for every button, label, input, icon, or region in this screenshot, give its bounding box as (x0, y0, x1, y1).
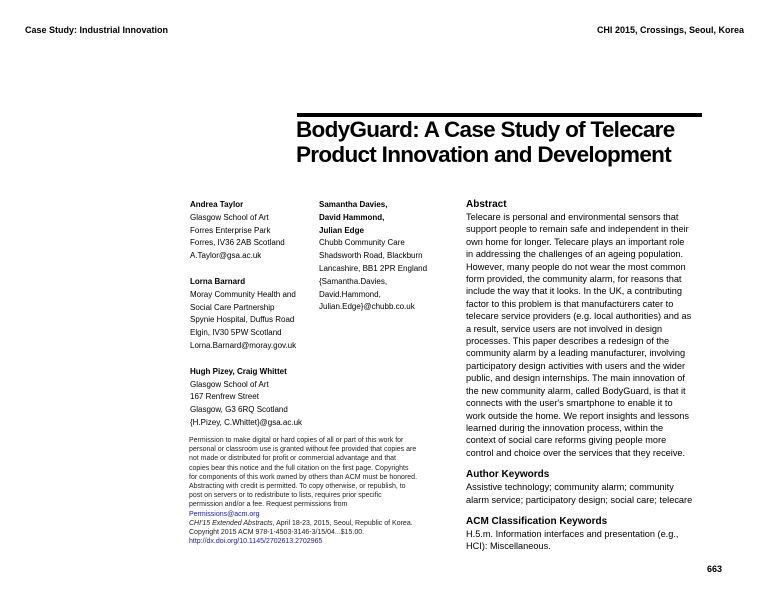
permissions-email-link[interactable]: Permissions@acm.org (189, 510, 260, 518)
author-email: Julian.Edge}@chubb.co.uk (319, 302, 415, 312)
page-number: 663 (706, 564, 722, 574)
author-email: A.Taylor@gsa.ac.uk (190, 251, 262, 261)
author-name: Lorna Barnard (190, 276, 246, 286)
title-line: BodyGuard: A Case Study of Telecare (296, 117, 675, 142)
abstract-line: participatory design activities with users and the wider (466, 360, 686, 371)
author-keywords-heading: Author Keywords (466, 469, 550, 481)
abstract-line: a result, service users are not involved in design (466, 323, 663, 334)
authors-left-column (190, 199, 315, 443)
running-header-right: CHI 2015, Crossings, Seoul, Korea (596, 25, 744, 35)
author-andrea-taylor (190, 199, 315, 263)
abstract-line: include the way that it looks. In the UK, a contributing (466, 286, 683, 297)
permission-line: post on servers or to redistribute to lists, requires prior specific (189, 492, 382, 500)
abstract-line: factor to this problem is that manufacturers cater to (466, 298, 674, 309)
abstract-line: the new community alarm, called BodyGuard, is that it (466, 385, 686, 396)
permission-notice (189, 436, 444, 546)
affiliation-line: Chubb Community Care (319, 238, 405, 248)
abstract-line: connects with the user's smartphone to enable it to (466, 398, 673, 409)
abstract-line: in addressing the challenges of an ageing population. (466, 249, 684, 260)
permission-line: for components of this work owned by others than ACM must be honored. (189, 473, 418, 481)
permission-line: permission and/or a fee. Request permissions from (189, 501, 348, 509)
section-gap (466, 506, 716, 515)
classification-line: HCI): Miscellaneous. (466, 541, 551, 552)
running-header-left: Case Study: Industrial Innovation (25, 25, 169, 35)
section-gap (466, 459, 716, 468)
title-line: Product Innovation and Development (296, 142, 671, 167)
acm-classification-heading: ACM Classification Keywords (466, 515, 608, 527)
acm-classification-body (466, 528, 716, 553)
affiliation-line: Elgin, IV30 5PW Scotland (190, 328, 282, 338)
author-name: David Hammond, (319, 212, 385, 222)
author-name: Samantha Davies, (319, 200, 388, 209)
abstract-line: learned during the innovation process, within the (466, 422, 664, 433)
author-lorna-barnard (190, 276, 315, 353)
permission-line: personal or classroom use is granted without fee provided that copies are (189, 446, 417, 454)
author-email: Lorna.Barnard@moray.gov.uk (190, 340, 297, 350)
affiliation-line: Moray Community Health and (190, 289, 296, 299)
abstract-column (466, 198, 716, 553)
abstract-line: own home for longer. Telecare plays an important role (466, 236, 685, 247)
affiliation-line: Shadsworth Road, Blackburn (319, 251, 423, 261)
abstract-line: support people to remain safe and independent in their (466, 224, 689, 235)
permission-line: Abstracting with credit is permitted. To copy otherwise, or republish, to (189, 483, 406, 491)
abstract-body (466, 211, 716, 459)
affiliation-line: Glasgow School of Art (190, 379, 269, 389)
affiliation-line: 167 Renfrew Street (190, 392, 259, 402)
affiliation-line: Glasgow, G3 6RQ Scotland (190, 405, 288, 415)
abstract-line: community alarm by a leading manufacturer, involving (466, 348, 686, 359)
doi-link[interactable]: http://dx.doi.org/10.1145/2702613.2702965 (189, 538, 323, 546)
abstract-line: public, and design internships. The main innovation of (466, 373, 685, 384)
author-keywords-body (466, 481, 716, 506)
abstract-line: However, many people do not wear the most common (466, 261, 686, 272)
abstract-line: form provided, the community alarm, for reasons that (466, 274, 682, 285)
affiliation-line: Lancashire, BB1 2PR England (319, 263, 428, 273)
author-pizey-whittet (190, 366, 315, 430)
author-name: Hugh Pizey, Craig Whittet (190, 366, 287, 376)
affiliation-line: Forres Enterprise Park (190, 225, 271, 235)
affiliation-line: Forres, IV36 2AB Scotland (190, 238, 285, 248)
affiliation-line: Glasgow School of Art (190, 212, 269, 222)
author-email: David.Hammond, (319, 289, 381, 299)
venue-name: CHI'15 Extended Abstracts (189, 519, 273, 527)
venue-details: , April 18-23, 2015, Seoul, Republic of Korea. (272, 519, 413, 527)
author-name: Andrea Taylor (190, 200, 244, 209)
classification-line: H.5.m. Information interfaces and presentation (e.g., (466, 528, 679, 539)
keywords-line: Assistive technology; community alarm; community (466, 482, 674, 493)
affiliation-line: Spynie Hospital, Duffus Road (190, 315, 295, 325)
permission-line: copies bear this notice and the full citation on the first page. Copyrights (189, 464, 409, 472)
abstract-line: processes. This paper describes a redesign of the (466, 336, 670, 347)
author-email: {Samantha.Davies, (319, 276, 388, 286)
permission-line: Permission to make digital or hard copies of all or part of this work for (189, 437, 404, 444)
venue-line (189, 519, 444, 528)
authors-right-column (319, 199, 447, 314)
abstract-line: work outside the home. We report insights and lessons (466, 410, 689, 421)
abstract-line: telecare service providers (e.g. local authorities) and as (466, 311, 692, 322)
abstract-line: context of social care reforms giving people more (466, 435, 667, 446)
affiliation-line: Social Care Partnership (190, 302, 275, 312)
abstract-line: control and choice over the services that they receive. (466, 447, 686, 458)
permission-line: not made or distributed for profit or commercial advantage and that (189, 455, 396, 463)
author-email: {H.Pizey, C.Whittet}@gsa.ac.uk (190, 417, 303, 427)
author-name: Julian Edge (319, 225, 364, 235)
copyright-line: Copyright 2015 ACM 978-1-4503-3146-3/15/04...$15.00. (189, 529, 365, 537)
keywords-line: alarm service; participatory design; social care; telecare (466, 494, 693, 505)
abstract-heading: Abstract (466, 199, 507, 210)
abstract-line: Telecare is personal and environmental sensors that (466, 212, 679, 222)
paper-title (296, 117, 716, 167)
